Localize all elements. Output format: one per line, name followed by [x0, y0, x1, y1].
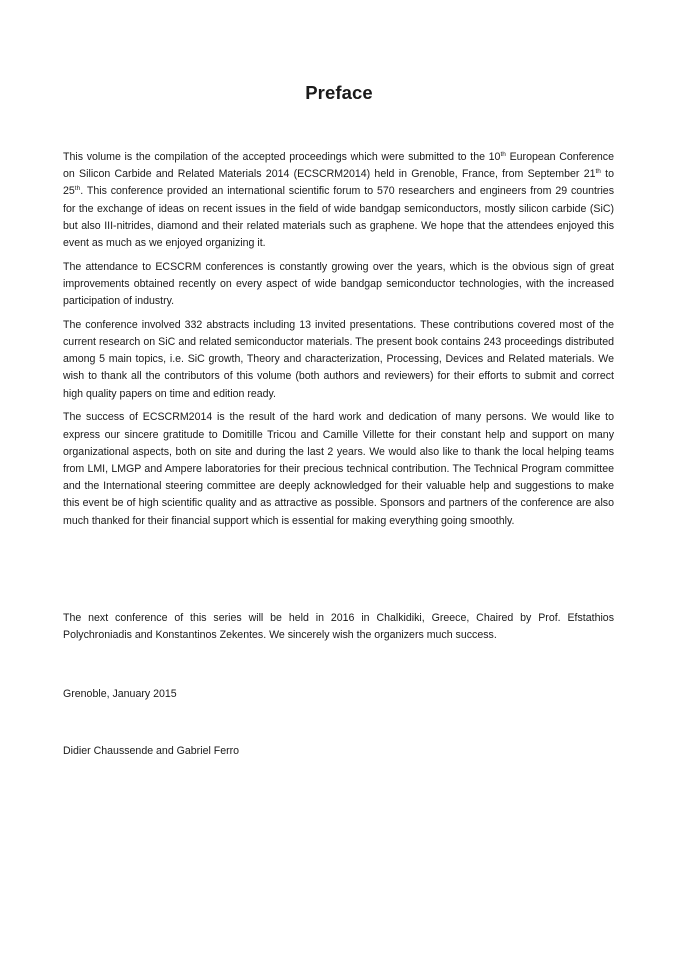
paragraph-next-conference: The next conference of this series will be held in 2016 in Chalkidiki, Greece, Chaired by Prof. Efstathios Polychroniadis and Konstantinos Zekentes. We sincerely wish the organizers much success. [63, 612, 614, 642]
paragraph-attendance: The attendance to ECSCRM conferences is constantly growing over the years, which is the obvious sign of great improvements obtained recently on every aspect of wide bandgap semiconductor technologies, with the increased participation of industry. [63, 260, 614, 308]
paragraph-intro-part1: This volume is the compilation of the accepted proceedings which were submitted to the 10 [63, 151, 501, 163]
ordinal-suffix: th [74, 185, 81, 193]
page-title: Preface [305, 82, 373, 103]
preface-body [63, 149, 614, 536]
paragraph-acknowledgements: The success of ECSCRM2014 is the result of the hard work and dedication of many persons. We would like to express our sincere gratitude to Domitille Tricou and Camille Villette for their constant help and support on many organizational aspects, both on site and during the last 2 years. We would also like to thank the local helping teams from LMI, LMGP and Ampere laboratories for their precious technical contribution. The Technical Program committee and the International steering committee are deeply acknowledged for their valuable help and suggestions to make this event be of high scientific quality and as attractive as possible. Sponsors and partners of the conference are also much thanked for their financial support which is essential for making everything going smoothly. [63, 411, 614, 527]
paragraph-intro-part3: to 25 [63, 168, 615, 198]
signature: Didier Chaussende and Gabriel Ferro [63, 745, 240, 757]
paragraph-contributions: The conference involved 332 abstracts including 13 invited presentations. These contributions covered most of the current research on SiC and related semiconductor materials. The present book contains 243 proceedings distributed among 5 main topics, i.e. SiC growth, Theory and characterization, Processing, Devices and Related materials. We wish to thank all the contributors of this volume (both authors and reviewers) for their efforts to submit and correct high quality papers on time and edition ready. [63, 318, 614, 400]
ordinal-suffix: th [500, 151, 506, 158]
paragraph-intro-part4: . This conference provided an international scientific forum to 570 researchers and engineers from 29 countries for the exchange of ideas on recent issues in the field of wide bandgap semiconductors, mostly silicon carbide (SiC) but also III-nitrides, diamond and their related materials such as graphene. We hope that the attendees enjoyed this event as much as we enjoyed organizing it. [63, 185, 614, 250]
ordinal-suffix: th [595, 168, 601, 176]
place-and-date: Grenoble, January 2015 [63, 688, 177, 700]
paragraph-intro [63, 149, 614, 252]
paragraph-intro-part2: European Conference on Silicon Carbide and Related Materials 2014 (ECSCRM2014) held in Grenoble, France, from September 21 [63, 151, 614, 181]
